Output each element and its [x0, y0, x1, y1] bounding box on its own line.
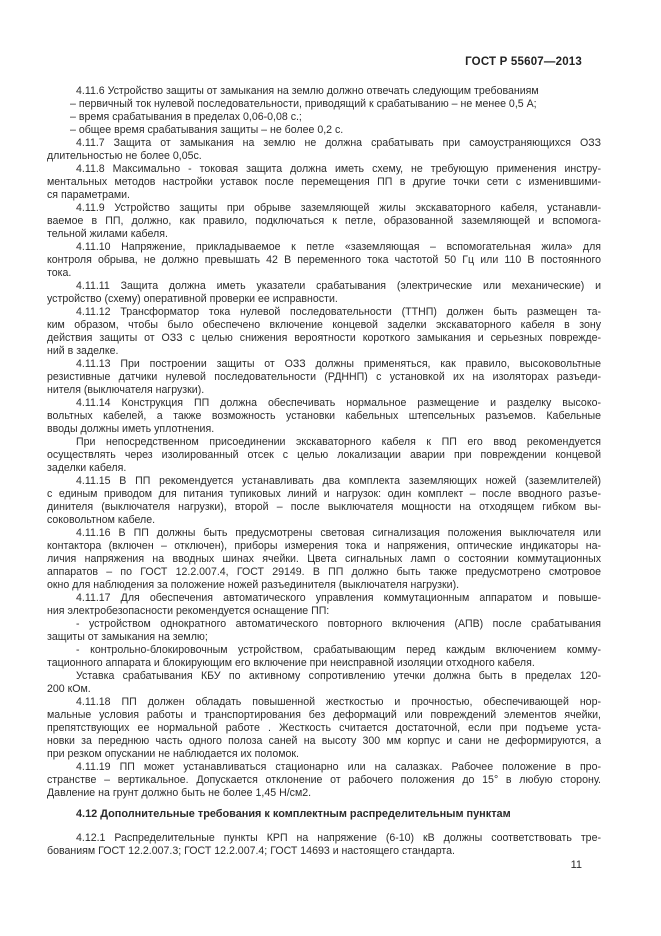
text-line: ментальных методов настройки уставок после перемещения ПП в другие точки сети с изменившими- — [47, 176, 601, 188]
text-line: ким образом, чтобы было обеспечено включение концевой заделки экскаваторного кабеля в зону — [47, 319, 601, 331]
text-line: препятствующих ее нормальной работе . Жесткость считается достаточной, если при подъеме уста- — [47, 722, 601, 734]
text-line: бованиям ГОСТ 12.2.007.3; ГОСТ 12.2.007.4; ГОСТ 14693 и настоящего стандарта. — [47, 845, 455, 857]
paragraph — [47, 163, 601, 202]
text-line: 4.11.18 ПП должен обладать повышенной жесткостью и прочностью, обеспечивающей нор- — [76, 696, 601, 708]
paragraph — [47, 202, 601, 241]
text-line: действия защиты от ОЗЗ с целью снижения вероятности короткого замыкания и серьезных поврежде- — [47, 332, 601, 344]
paragraph — [47, 592, 601, 618]
text-line: ний в заделке. — [47, 345, 119, 357]
text-line: заделки кабеля. — [47, 462, 127, 474]
text-line: странстве – вертикальное. Допускается отклонение от рабочего положения до 15° в любую сторону. — [47, 774, 601, 786]
paragraph — [47, 832, 601, 858]
text-line: 4.11.7 Защита от замыкания на землю не должна срабатывать при самоустраняющихся ОЗЗ — [76, 137, 601, 149]
text-line: 4.11.10 Напряжение, прикладываемое к петле «заземляющая – вспомогательная жила» для — [76, 241, 601, 253]
text-line: 4.11.6 Устройство защиты от замыкания на землю должно отвечать следующим требованиям — [76, 85, 539, 97]
text-line: – время срабатывания в пределах 0,06-0,08 с.; — [70, 111, 302, 123]
paragraph — [47, 436, 601, 475]
text-line: динителя (выключателя нагрузки), второй – после выключателя мощности на отходящем гибком вы- — [47, 501, 601, 513]
text-line: ния электробезопасности рекомендуется оснащение ПП: — [47, 605, 330, 617]
paragraph — [47, 618, 601, 644]
text-line: длительностью не более 0,05с. — [47, 150, 202, 162]
text-line: вольтных кабелей, а также возможность установки кабельных штепсельных разъемов. Кабельные — [47, 410, 601, 422]
text-line: 4.12 Дополнительные требования к комплектным распределительным пунктам — [76, 808, 511, 820]
running-header: ГОСТ Р 55607—2013 — [465, 56, 582, 68]
paragraph — [47, 111, 601, 124]
text-line: личия напряжения на вводных шинах ячейки. Цвета сигнальных ламп о состоянии коммутационных — [47, 553, 601, 565]
text-line: с единым приводом для питания тупиковых линий и нагрузок: один комплект – после вводного разъе- — [47, 488, 601, 500]
text-line: 4.11.16 В ПП должны быть предусмотрены световая сигнализация положения выключателя или — [76, 527, 601, 539]
text-line: - контрольно-блокировочным устройством, срабатывающим перед каждым включением комму- — [76, 644, 601, 656]
text-line: резистивные датчики нулевой последовательности (РДННП) с установкой их на изоляторах разъеди- — [47, 371, 601, 383]
text-line: ваемое в ПП, должно, как правило, подключаться к петле, образованной заземляющей и вспомога- — [47, 215, 601, 227]
text-line: ся параметрами. — [47, 189, 130, 201]
text-line: 4.11.11 Защита должна иметь указатели срабатывания (электрические или механические) и — [76, 280, 601, 292]
text-line: контактора (включен – отключен), приборы измерения тока и напряжения, оптические индикаторы на- — [47, 540, 601, 552]
text-line: тельной жилами кабеля. — [47, 228, 168, 240]
text-line: нителя (выключателя нагрузки). — [47, 384, 205, 396]
paragraph — [47, 670, 601, 696]
text-line: 4.12.1 Распределительные пункты КРП на напряжение (6-10) кВ должны соответствовать тре- — [76, 832, 601, 844]
paragraph — [47, 306, 601, 358]
paragraph — [47, 475, 601, 527]
text-line: - устройством однократного автоматического повторного включения (АПВ) после срабатывания — [76, 618, 601, 630]
paragraph — [47, 527, 601, 592]
page-number: 11 — [570, 859, 582, 871]
text-line: 4.11.17 Для обеспечения автоматического управления коммутационным аппаратом и повыше- — [76, 592, 601, 604]
text-line: устройство (схему) оперативной проверки ее исправности. — [47, 293, 338, 305]
paragraph — [47, 397, 601, 436]
text-line: Давление на грунт должно быть не более 1,45 Н/см2. — [47, 787, 312, 799]
text-line: тока. — [47, 267, 72, 279]
paragraph — [47, 124, 601, 137]
paragraph — [47, 696, 601, 761]
text-line: 4.11.8 Максимально - токовая защита должна иметь схему, не требующую применения инстру- — [76, 163, 601, 175]
section-heading — [47, 808, 601, 821]
text-line: 4.11.9 Устройство защиты при обрыве заземляющей жилы экскаваторного кабеля, устанавли- — [76, 202, 601, 214]
text-line: Уставка срабатывания КБУ по активному сопротивлению утечки должна быть в пределах 120- — [76, 670, 601, 682]
text-line: мальные условия работы и транспортирования без деформаций или повреждений элементов ячейки, — [47, 709, 601, 721]
text-line: 4.11.19 ПП может устанавливаться стационарно или на салазках. Рабочее положение в про- — [76, 761, 601, 773]
text-line: При непосредственном присоединении экскаваторного кабеля к ПП его ввод рекомендуется — [76, 436, 601, 448]
text-line: 4.11.14 Конструкция ПП должна обеспечивать нормальное размещение и разделку высоко- — [76, 397, 601, 409]
paragraph — [47, 358, 601, 397]
text-line: 4.11.15 В ПП рекомендуется устанавливать два комплекта заземляющих ножей (заземлителей) — [76, 475, 601, 487]
text-line: 4.11.13 При построении защиты от ОЗЗ должны применяться, как правило, высоковольтные — [76, 358, 601, 370]
text-line: аппаратов – по ГОСТ 12.2.007.4, ГОСТ 29149. В ПП должно быть также предусмотрено смотровое — [47, 566, 601, 578]
text-line: 4.11.12 Трансформатор тока нулевой последовательности (ТТНП) должен быть размещен та- — [76, 306, 601, 318]
document-body — [47, 85, 601, 858]
text-line: 200 кОм. — [47, 683, 91, 695]
text-line: соковольтном кабеле. — [47, 514, 156, 526]
paragraph — [47, 137, 601, 163]
paragraph — [47, 98, 601, 111]
text-line: окно для наблюдения за положение ножей разъединителя (выключателя нагрузки). — [47, 579, 460, 591]
text-line: защиты от замыкания на землю; — [47, 631, 208, 643]
paragraph — [47, 85, 601, 98]
paragraph — [47, 644, 601, 670]
text-line: – первичный ток нулевой последовательности, приводящий к срабатыванию – не менее 0,5 А; — [70, 98, 537, 110]
text-line: вводы должны иметь уплотнения. — [47, 423, 215, 435]
paragraph — [47, 241, 601, 280]
text-line: при резком опускании не наблюдается их поломок. — [47, 748, 299, 760]
paragraph — [47, 280, 601, 306]
text-line: тационного аппарата и блокирующим его включение при неисправной изоляции отходного кабеля. — [47, 657, 535, 669]
text-line: – общее время срабатывания защиты – не более 0,2 с. — [70, 124, 344, 136]
text-line: контроля обрыва, не должно превышать 42 В переменного тока частотой 50 Гц или 110 В постоянного — [47, 254, 601, 266]
paragraph — [47, 761, 601, 800]
text-line: новки за переднюю часть одного полоза саней на высоту 300 мм корпус и сани не деформируются, а — [47, 735, 601, 747]
text-line: осуществлять через изолированный отсек с целью локализации аварии при повреждении концевой — [47, 449, 601, 461]
